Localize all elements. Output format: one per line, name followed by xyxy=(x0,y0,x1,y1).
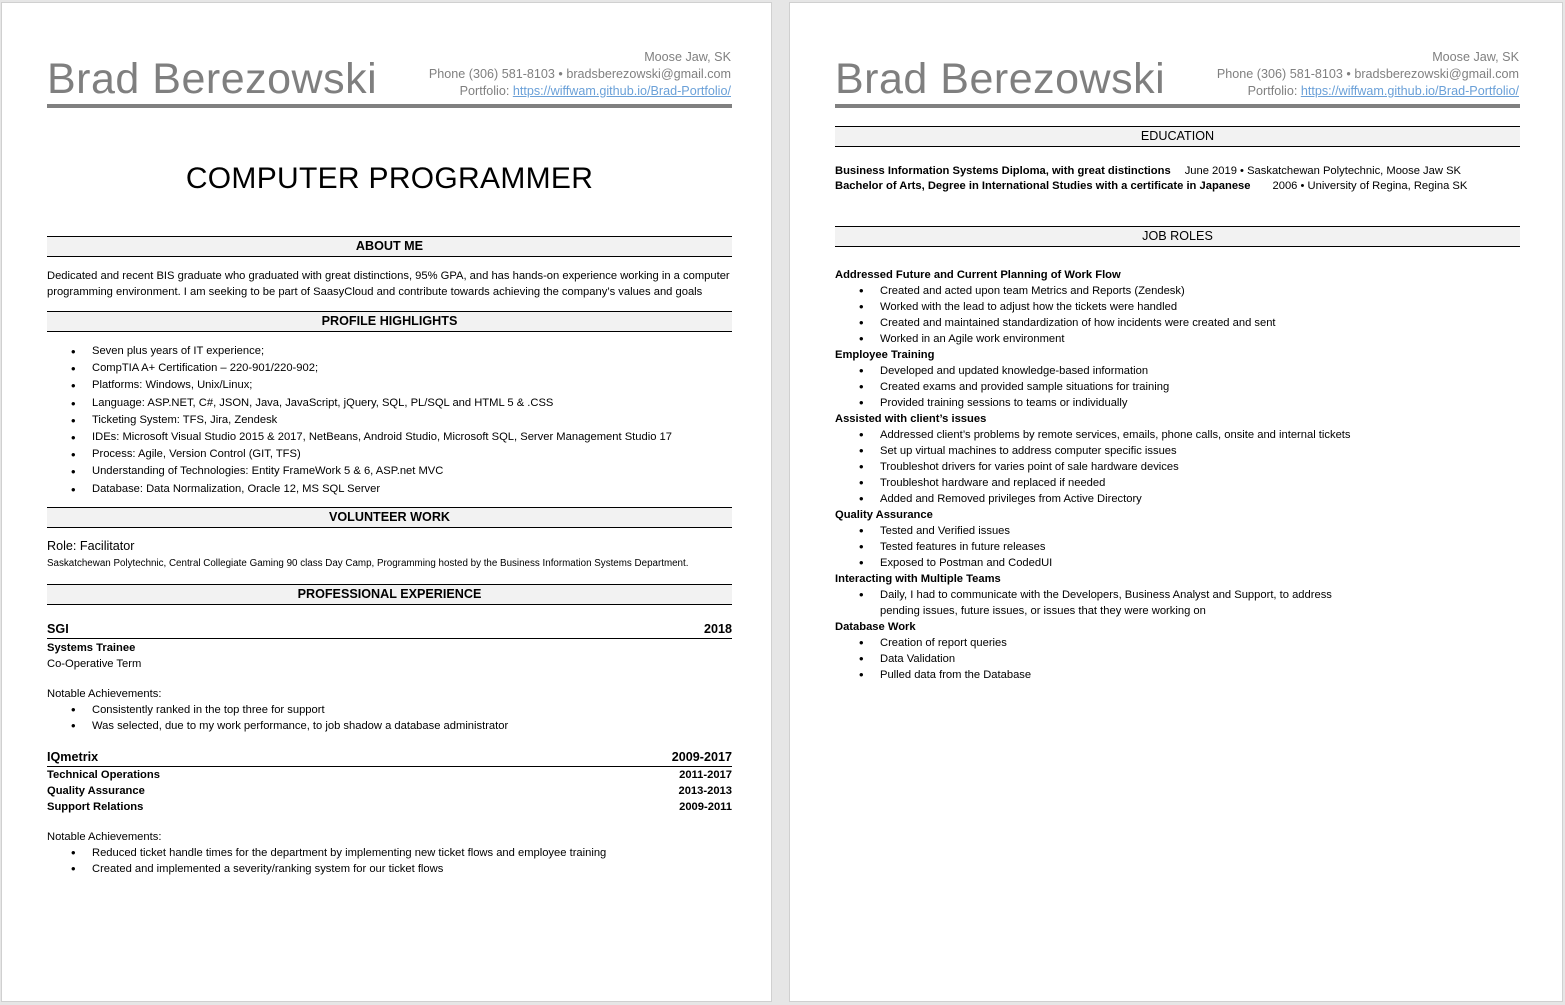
location: Moose Jaw, SK xyxy=(644,50,731,64)
list-item: • Provided training sessions to teams or individually xyxy=(835,395,1520,411)
list-item: • IDEs: Microsoft Visual Studio 2015 & 2017, NetBeans, Android Studio, Microsoft SQL, Server Management Studio 17 xyxy=(47,429,732,446)
list-item: • Reduced ticket handle times for the department by implementing new ticket flows and employee training xyxy=(47,845,732,861)
education-row: Bachelor of Arts, Degree in International Studies with a certificate in Japanese 2006 • University of Regina, Regina SK xyxy=(835,180,1468,192)
list-item: • Created and maintained standardization of how incidents were created and sent xyxy=(835,315,1520,331)
company-year: 2018 xyxy=(703,621,732,636)
role-group-title: Employee Training xyxy=(835,349,935,361)
job-title: COMPUTER PROGRAMMER xyxy=(185,162,594,195)
portfolio-link[interactable]: https://wiffwam.github.io/Brad-Portfolio/ xyxy=(1300,84,1519,98)
iq-role-row: Support Relations 2009-2011 xyxy=(47,800,732,813)
company-row-sgi xyxy=(47,621,732,639)
section-about-heading: ABOUT ME xyxy=(47,236,732,257)
phone-email: Phone (306) 581-8103 • bradsberezowski@gmail.com xyxy=(428,67,731,81)
list-item: • Language: ASP.NET, C#, JSON, Java, JavaScript, jQuery, SQL, PL/SQL and HTML 5 & .CSS xyxy=(47,395,732,412)
sgi-achievements xyxy=(47,702,732,734)
list-item: • Platforms: Windows, Unix/Linux; xyxy=(47,377,732,394)
role-group-title: Interacting with Multiple Teams xyxy=(835,573,1001,585)
iq-role-row: Quality Assurance 2013-2013 xyxy=(47,784,732,797)
list-item: • Worked in an Agile work environment xyxy=(835,331,1520,347)
company-name: IQmetrix xyxy=(47,749,99,764)
highlights-list xyxy=(47,343,732,498)
list-item: • Tested and Verified issues xyxy=(835,523,1520,539)
sgi-notable-label: Notable Achievements: xyxy=(47,687,162,700)
resume-header xyxy=(835,3,1520,111)
header-rule xyxy=(835,104,1520,108)
role-group-title: Assisted with client’s issues xyxy=(835,413,987,425)
role-group-title: Quality Assurance xyxy=(835,509,933,521)
job-roles-list xyxy=(835,267,1520,683)
role-group-title: Addressed Future and Current Planning of Work Flow xyxy=(835,269,1121,281)
volunteer-detail: Saskatchewan Polytechnic, Central Collegiate Gaming 90 class Day Camp, Programming hosted by the Business Information Systems Department. xyxy=(47,557,689,569)
list-item: • Creation of report queries xyxy=(835,635,1520,651)
list-item: • Understanding of Technologies: Entity FrameWork 5 & 6, ASP.net MVC xyxy=(47,463,732,480)
role-group-items xyxy=(835,587,1520,619)
list-item: • Troubleshot drivers for varies point of sale hardware devices xyxy=(835,459,1520,475)
contact-block xyxy=(429,49,731,100)
list-item: • Exposed to Postman and CodedUI xyxy=(835,555,1520,571)
list-item: • Seven plus years of IT experience; xyxy=(47,343,732,360)
list-item: • Tested features in future releases xyxy=(835,539,1520,555)
contact-block xyxy=(1217,49,1519,100)
portfolio-link[interactable]: https://wiffwam.github.io/Brad-Portfolio/ xyxy=(512,84,731,98)
portfolio-label: Portfolio: xyxy=(459,84,513,98)
list-item: • Developed and updated knowledge-based information xyxy=(835,363,1520,379)
about-text: Dedicated and recent BIS graduate who graduated with great distinctions, 95% GPA, and has hands-on experience working in a computer programming environment. I am seeking to be part of SaasyCloud and contribute towards achieving the company’s values and goals xyxy=(47,270,730,298)
company-name: SGI xyxy=(47,621,69,636)
section-jobroles-heading: JOB ROLES xyxy=(835,226,1520,247)
location: Moose Jaw, SK xyxy=(1432,50,1519,64)
iq-role-row: Technical Operations 2011-2017 xyxy=(47,768,732,781)
role-group-items xyxy=(835,283,1520,347)
list-item: • Pulled data from the Database xyxy=(835,667,1520,683)
resume-page-2 xyxy=(789,2,1563,1002)
company-year: 2009-2017 xyxy=(671,749,732,764)
section-experience-heading: PROFESSIONAL EXPERIENCE xyxy=(47,584,732,605)
iq-notable-label: Notable Achievements: xyxy=(47,830,162,843)
list-item: • Daily, I had to communicate with the Developers, Business Analyst and Support, to address pending issues, future issues, or issues that they were working on xyxy=(835,587,1370,619)
section-highlights-heading: PROFILE HIGHLIGHTS xyxy=(47,311,732,332)
list-item: • Created and acted upon team Metrics and Reports (Zendesk) xyxy=(835,283,1520,299)
list-item: • Added and Removed privileges from Active Directory xyxy=(835,491,1520,507)
role-group-items xyxy=(835,427,1520,507)
section-volunteer-heading: VOLUNTEER WORK xyxy=(47,507,732,528)
portfolio-label: Portfolio: xyxy=(1247,84,1301,98)
candidate-name: Brad Berezowski xyxy=(47,55,378,103)
list-item: • Worked with the lead to adjust how the tickets were handled xyxy=(835,299,1520,315)
resume-page-1 xyxy=(1,2,772,1002)
role-group-items xyxy=(835,635,1520,683)
iq-achievements xyxy=(47,845,732,877)
list-item: • Addressed client’s problems by remote services, emails, phone calls, onsite and internal tickets xyxy=(835,427,1520,443)
list-item: • Set up virtual machines to address computer specific issues xyxy=(835,443,1520,459)
role-group-title: Database Work xyxy=(835,621,916,633)
phone-email: Phone (306) 581-8103 • bradsberezowski@gmail.com xyxy=(1216,67,1519,81)
list-item: • Troubleshot hardware and replaced if needed xyxy=(835,475,1520,491)
list-item: • Database: Data Normalization, Oracle 12, MS SQL Server xyxy=(47,481,732,498)
list-item: • Created and implemented a severity/ranking system for our ticket flows xyxy=(47,861,732,877)
company-row-iqmetrix xyxy=(47,749,732,767)
sgi-title: Systems Trainee xyxy=(47,641,136,654)
list-item: • Ticketing System: TFS, Jira, Zendesk xyxy=(47,412,732,429)
education-list xyxy=(835,164,1520,194)
section-education-heading: EDUCATION xyxy=(835,126,1520,147)
role-group-items xyxy=(835,523,1520,571)
list-item: • Process: Agile, Version Control (GIT, TFS) xyxy=(47,446,732,463)
candidate-name: Brad Berezowski xyxy=(835,55,1166,103)
list-item: • Consistently ranked in the top three for support xyxy=(47,702,732,718)
education-row: Business Information Systems Diploma, with great distinctions June 2019 • Saskatchewan Polytechnic, Moose Jaw SK xyxy=(835,165,1461,177)
header-rule xyxy=(47,104,732,108)
role-group-items xyxy=(835,363,1520,411)
list-item: • Data Validation xyxy=(835,651,1520,667)
list-item: • CompTIA A+ Certification – 220-901/220-902; xyxy=(47,360,732,377)
resume-header xyxy=(47,3,732,111)
list-item: • Created exams and provided sample situations for training xyxy=(835,379,1520,395)
sgi-term: Co-Operative Term xyxy=(47,657,142,670)
list-item: • Was selected, due to my work performance, to job shadow a database administrator xyxy=(47,718,732,734)
volunteer-role: Role: Facilitator xyxy=(47,538,135,553)
